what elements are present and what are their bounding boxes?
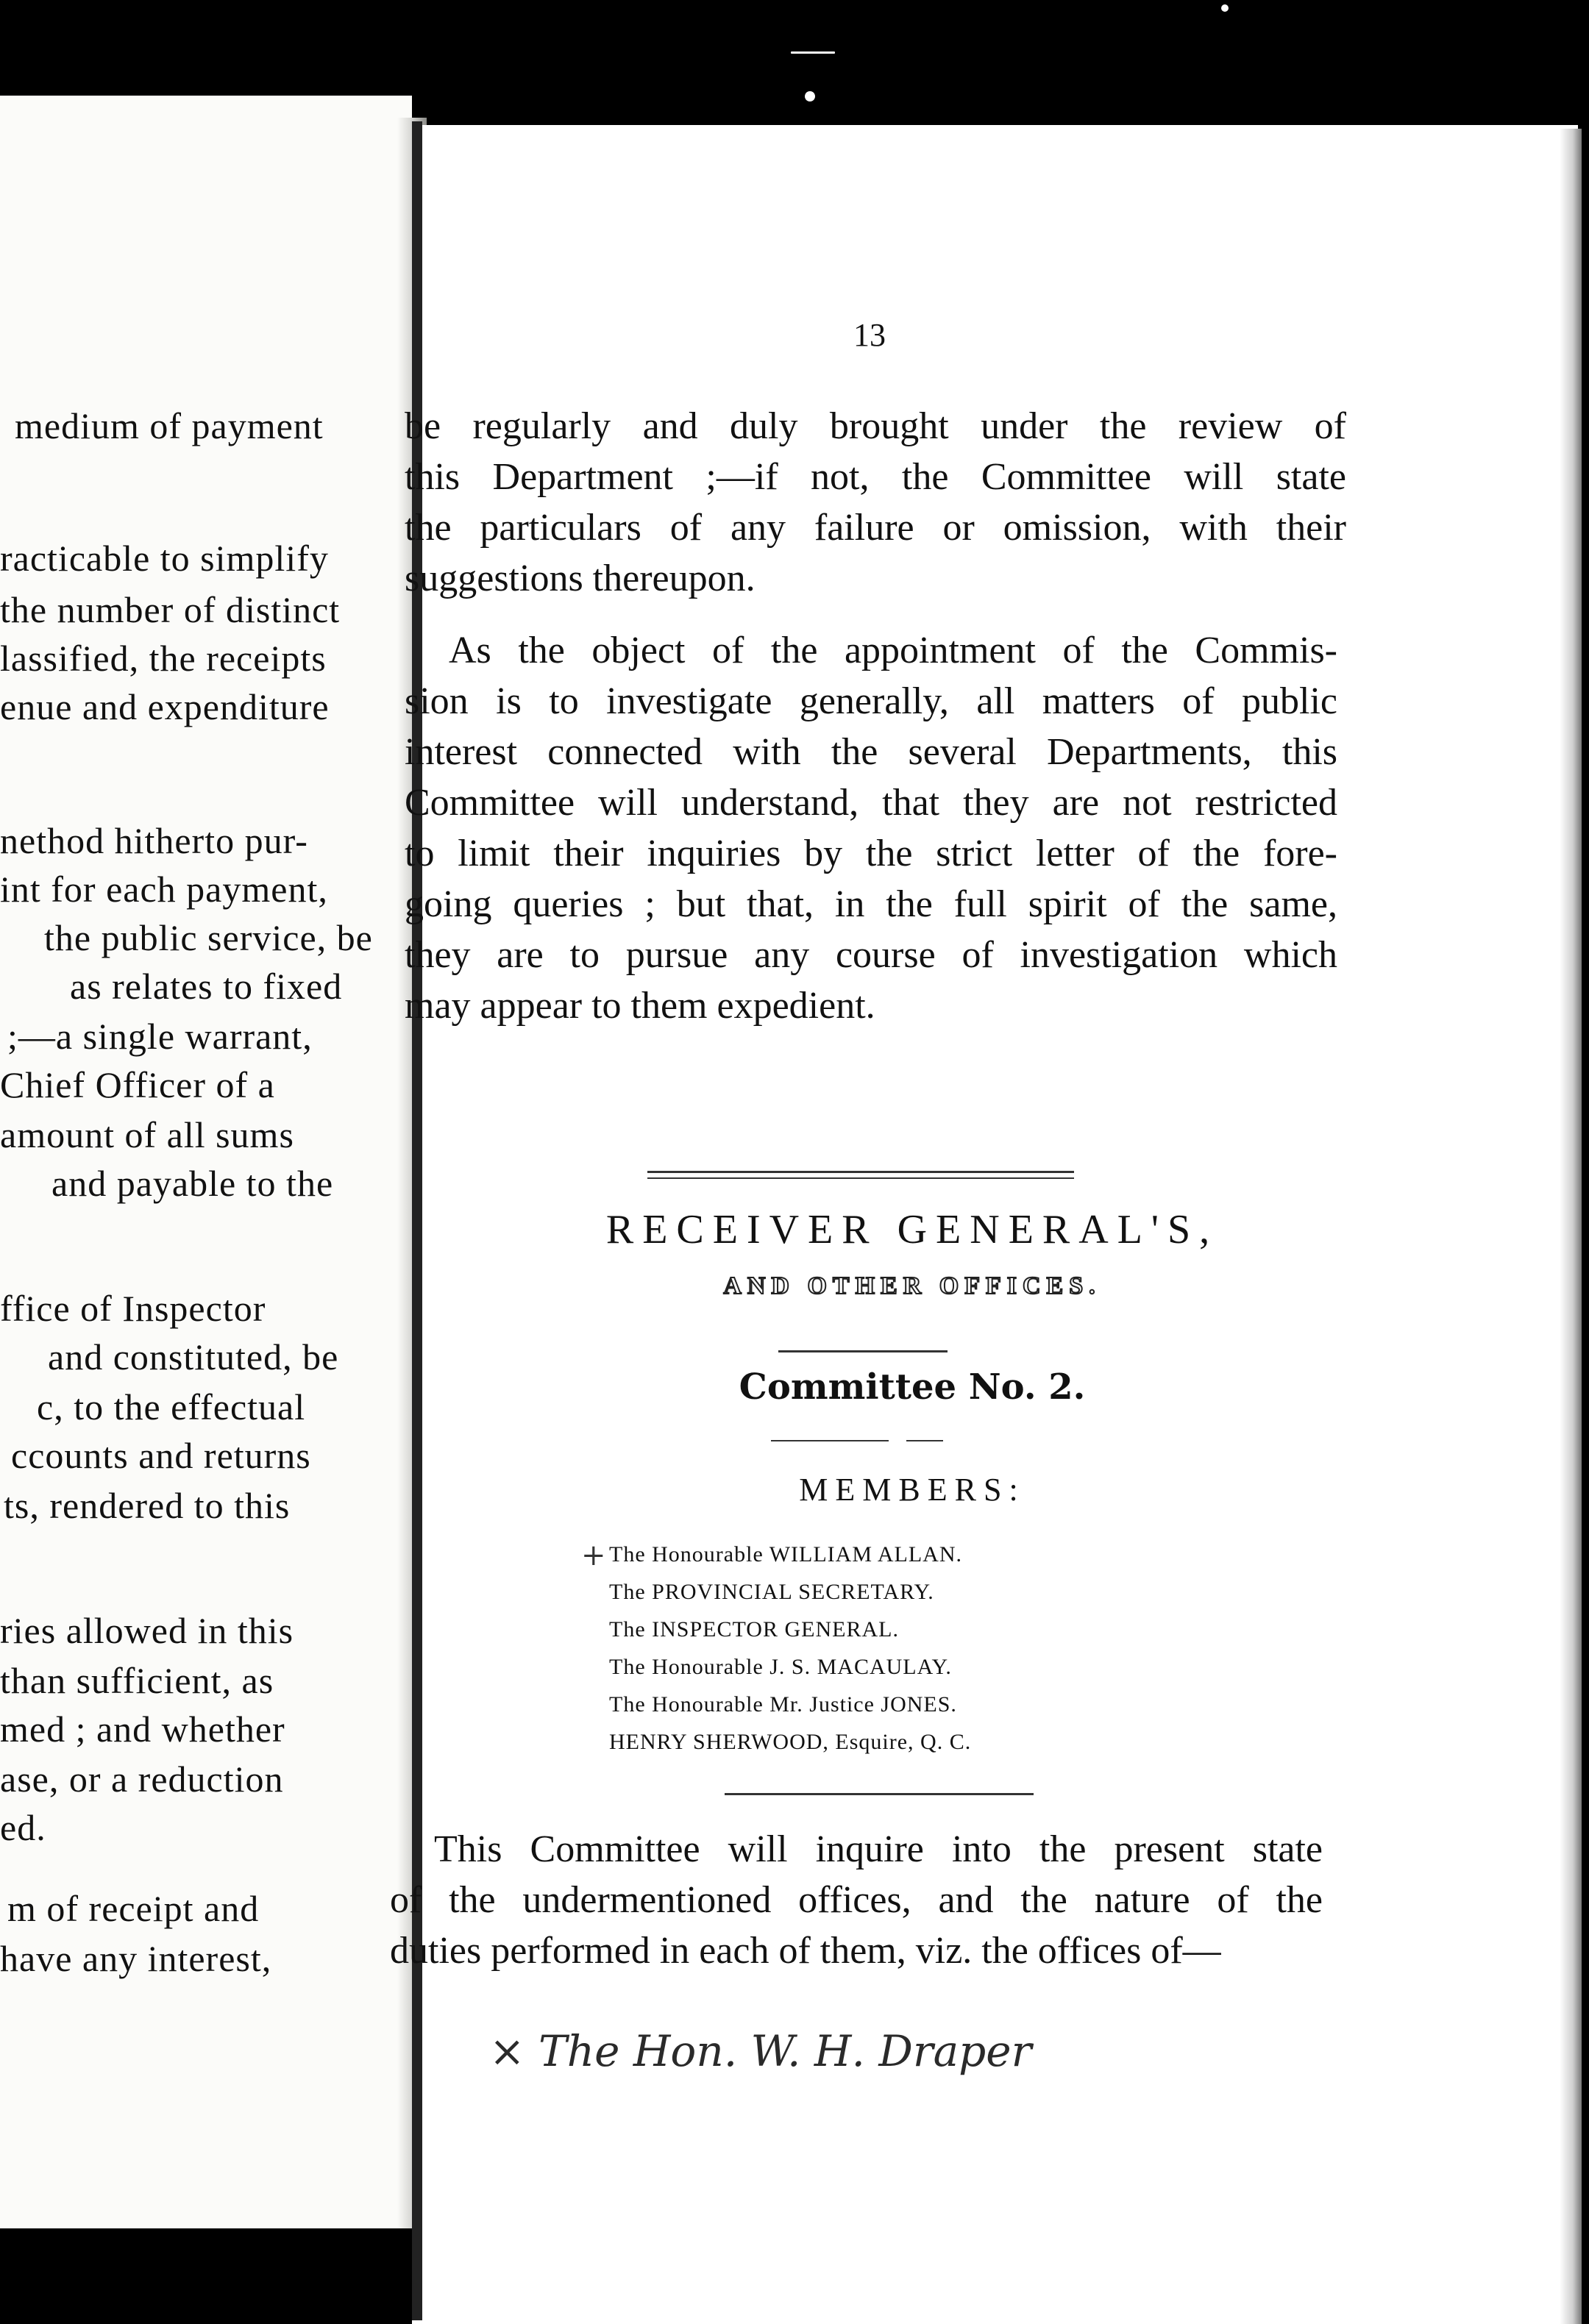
member-name: The PROVINCIAL SECRETARY. <box>609 1580 934 1604</box>
text-line: of the undermentioned offices, and the nature of the <box>390 1879 1323 1921</box>
text-line: be regularly and duly brought under the review of <box>405 405 1346 447</box>
text-line: they are to pursue any course of investigation which <box>405 934 1337 976</box>
paragraph-review <box>405 401 1346 604</box>
previous-page-line: ries allowed in this <box>0 1610 294 1651</box>
handwritten-cross-mark: + <box>581 1539 606 1572</box>
handwritten-note: × The Hon. W. H. Draper <box>489 2026 1032 2076</box>
members-list <box>609 1536 971 1761</box>
previous-page-line: m of receipt and <box>7 1888 260 1929</box>
previous-page-line: ffice of Inspector <box>0 1288 266 1329</box>
member-name: HENRY SHERWOOD, Esquire, Q. C. <box>609 1730 972 1754</box>
member-name: The Honourable Mr. Justice JONES. <box>609 1692 957 1717</box>
previous-page-line: and payable to the <box>51 1163 334 1204</box>
previous-page-line: ed. <box>0 1807 46 1848</box>
previous-page-line: nethod hitherto pur- <box>0 820 308 861</box>
text-line: As the object of the appointment of the Commis- <box>449 630 1337 671</box>
previous-page-line: enue and expenditure <box>0 686 330 727</box>
previous-page <box>0 96 412 2228</box>
double-rule-bottom <box>647 1177 1074 1179</box>
text-line: This Committee will inquire into the present state <box>434 1828 1323 1870</box>
previous-page-line: int for each payment, <box>0 869 328 910</box>
text-line: to limit their inquiries by the strict letter of the fore- <box>405 833 1337 874</box>
page-edge-shadow <box>1560 129 1582 2324</box>
previous-page-line: have any interest, <box>0 1938 272 1979</box>
previous-page-line: c, to the effectual <box>37 1386 306 1427</box>
rule-below-committee <box>771 1440 889 1441</box>
rule-above-committee <box>778 1350 948 1352</box>
section-subheading: AND OTHER OFFICES. <box>723 1272 1101 1300</box>
previous-page-line: racticable to simplify <box>0 538 329 579</box>
previous-page-line: than sufficient, as <box>0 1660 274 1701</box>
previous-page-line: ase, or a reduction <box>0 1758 284 1800</box>
previous-page-line: the number of distinct <box>0 589 341 630</box>
scan-speck <box>791 51 835 54</box>
member-name: The INSPECTOR GENERAL. <box>609 1617 899 1642</box>
scan-speck <box>1221 4 1229 12</box>
previous-page-line: ccounts and returns <box>11 1435 311 1476</box>
previous-page-line: ;—a single warrant, <box>7 1016 313 1057</box>
previous-page-line: and constituted, be <box>48 1336 339 1377</box>
previous-page-line: the public service, be <box>44 917 373 958</box>
previous-page-line: lassified, the receipts <box>0 638 327 679</box>
text-line: sion is to investigate generally, all matters of public <box>405 680 1337 722</box>
text-line: suggestions thereupon. <box>405 557 756 599</box>
rule-above-final-paragraph <box>725 1793 1034 1795</box>
text-line: may appear to them expedient. <box>405 985 875 1027</box>
text-line: interest connected with the several Departments, this <box>405 731 1337 773</box>
paragraph-investigation <box>405 625 1337 1031</box>
member-name: The Honourable WILLIAM ALLAN. <box>609 1542 962 1566</box>
text-line: this Department ;—if not, the Committee will state <box>405 456 1346 498</box>
text-line: going queries ; but that, in the full spirit of the same, <box>405 883 1337 925</box>
rule-below-committee-short <box>906 1440 943 1441</box>
page-number: 13 <box>853 317 886 353</box>
text-line: duties performed in each of them, viz. the offices of— <box>390 1930 1221 1972</box>
scan-speck <box>805 91 815 101</box>
previous-page-line: medium of payment <box>15 405 324 446</box>
text-line: the particulars of any failure or omission, with their <box>405 507 1346 549</box>
previous-page-line: amount of all sums <box>0 1114 294 1155</box>
paragraph-offices <box>390 1824 1323 1976</box>
double-rule-top <box>647 1171 1074 1173</box>
committee-title: Committee No. 2. <box>739 1366 1086 1408</box>
previous-page-line: as relates to fixed <box>70 966 343 1007</box>
previous-page-line: med ; and whether <box>0 1708 285 1750</box>
section-heading: RECEIVER GENERAL'S, <box>605 1207 1219 1252</box>
members-title: MEMBERS: <box>799 1472 1025 1508</box>
previous-page-line: Chief Officer of a <box>0 1064 275 1105</box>
text-line: Committee will understand, that they are not restricted <box>405 782 1337 824</box>
member-name: The Honourable J. S. MACAULAY. <box>609 1655 952 1679</box>
previous-page-line: ts, rendered to this <box>4 1485 291 1526</box>
